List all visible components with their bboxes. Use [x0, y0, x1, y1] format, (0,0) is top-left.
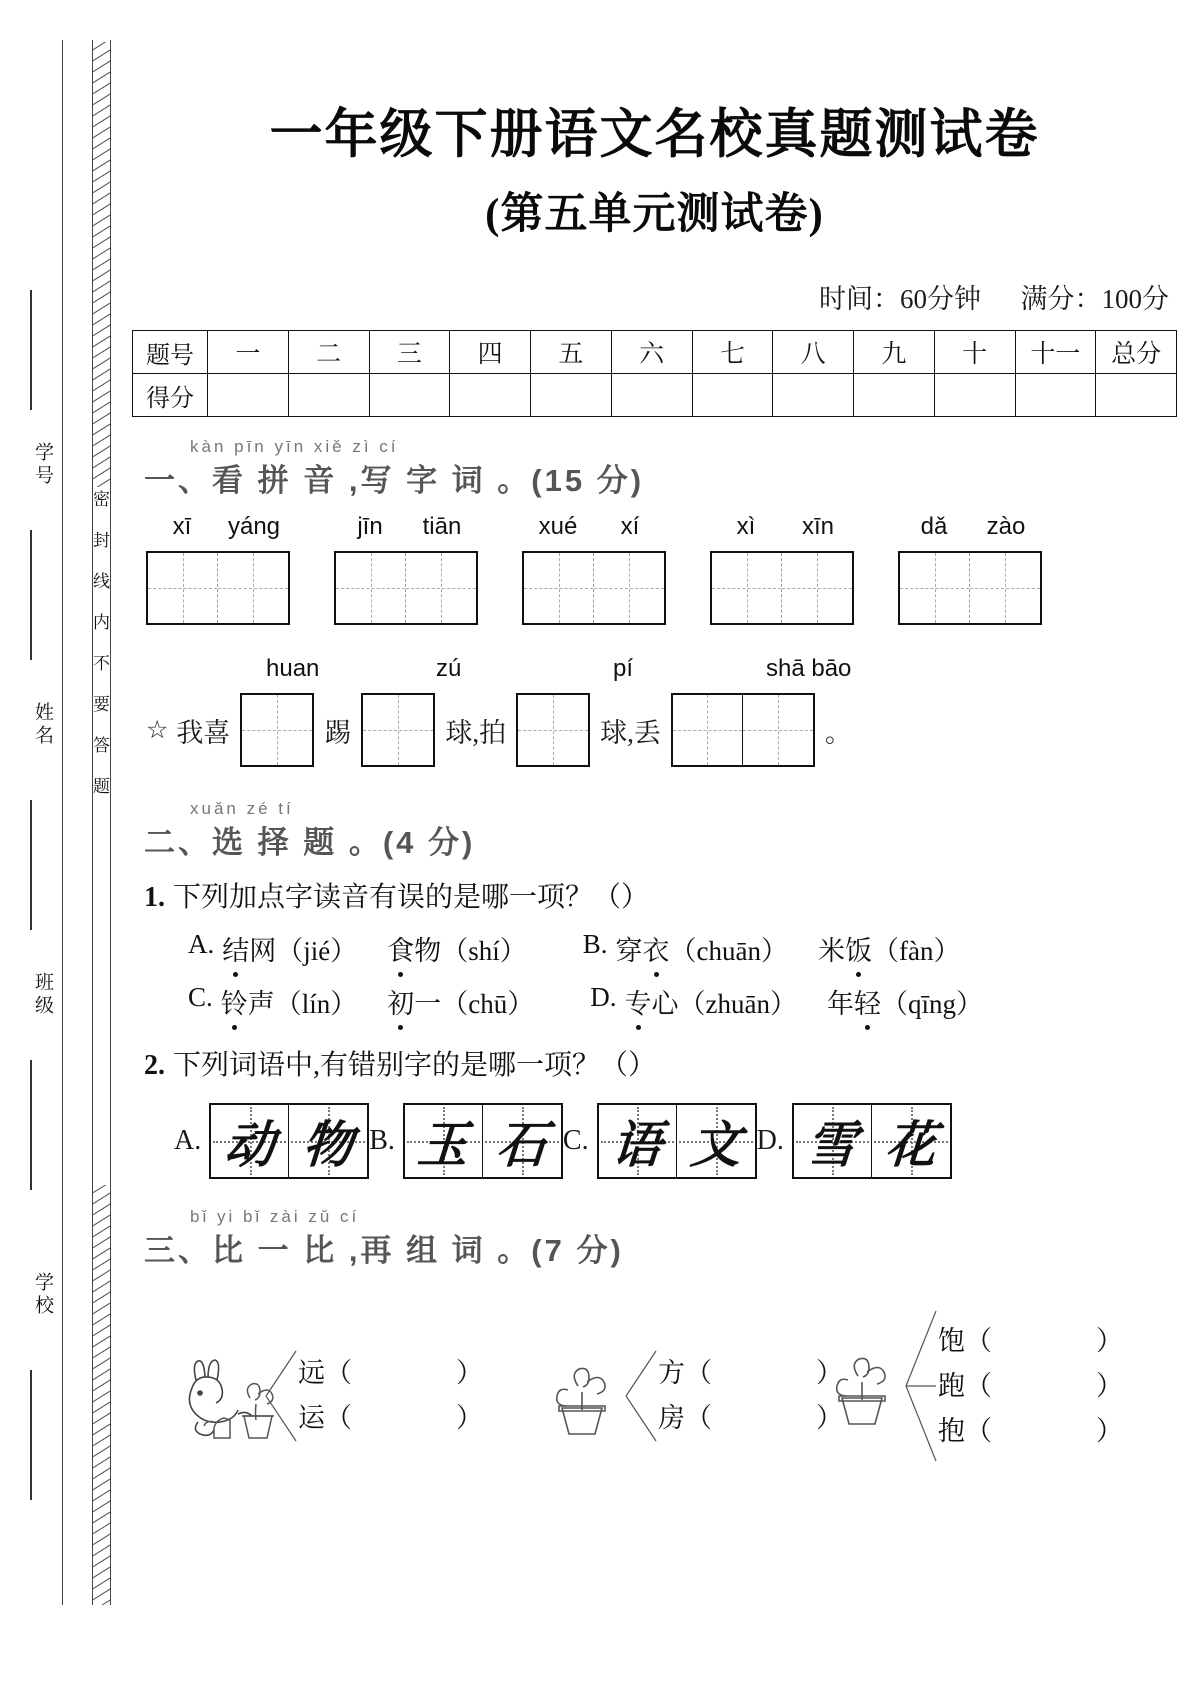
- section-1-points: (15 分): [531, 463, 645, 498]
- score-table-input-cell[interactable]: [450, 374, 531, 417]
- seal-divider-4: [30, 1060, 32, 1190]
- base-character: 抱: [938, 1415, 965, 1446]
- word-group: [818, 1291, 1123, 1481]
- word-blank-line[interactable]: 远（ ）: [298, 1358, 483, 1388]
- sentence-box-2[interactable]: [361, 693, 435, 767]
- q1-stem-text: 下列加点字读音有误的是哪一项？（: [173, 882, 622, 913]
- tianzige-cell[interactable]: [406, 553, 476, 623]
- tianzige-cell[interactable]: [524, 553, 594, 623]
- pinyin-label: [146, 513, 290, 541]
- score-table-input-cell[interactable]: [208, 374, 289, 417]
- sentence-box-3[interactable]: [516, 693, 590, 767]
- score-table-header-cell: 总分: [1096, 331, 1177, 374]
- full-score-label: 满分：100分: [1020, 284, 1169, 314]
- tianzige-grid[interactable]: [710, 551, 854, 625]
- sentence-box-1[interactable]: [240, 693, 314, 767]
- pinyin-syllable: zào: [986, 513, 1026, 540]
- handwritten-character: 语: [609, 1117, 664, 1173]
- fill-in-sentence-row[interactable]: [146, 693, 1191, 767]
- handwritten-character: 雪: [805, 1117, 860, 1173]
- sentence-seg-1: 我喜: [176, 717, 231, 748]
- section-heading-1: [144, 437, 1191, 498]
- seal-divider-1: [30, 290, 32, 410]
- q2-number: 2.: [144, 1050, 165, 1081]
- score-table-input-cell[interactable]: [934, 374, 1015, 417]
- word-option-cell: [677, 1105, 755, 1177]
- seal-divider-5: [30, 1370, 32, 1500]
- paper-content: [118, 0, 1191, 1684]
- score-table-header-cell: 二: [288, 331, 369, 374]
- score-table-header-cell: 八: [773, 331, 854, 374]
- section-1-label: 看 拼 音 ,写 字 词 。: [212, 463, 532, 498]
- word-blank-line[interactable]: 方（ ）: [658, 1358, 843, 1388]
- exam-meta-line: [118, 277, 1191, 316]
- sentence-seg-2: 踢: [324, 717, 352, 748]
- word-blank-line[interactable]: 饱（ ）: [938, 1325, 1123, 1356]
- pinyin-word-group: [146, 513, 290, 625]
- score-table-input-cell[interactable]: [531, 374, 612, 417]
- score-table-row: [133, 374, 1177, 417]
- choice-question-1-options[interactable]: [118, 929, 1191, 1021]
- word-option-cell: [872, 1105, 950, 1177]
- sentence-pinyin-4: shā bāo: [766, 655, 852, 682]
- pinyin-syllable: jīn: [357, 513, 383, 540]
- section-3-pinyin: bǐ yi bǐ zài zǔ cí: [190, 1207, 360, 1226]
- tianzige-cell[interactable]: [594, 553, 664, 623]
- pinyin-syllable: xī: [172, 513, 192, 540]
- word-option-letter: D.: [756, 1125, 784, 1156]
- score-table-header-cell: 一: [208, 331, 289, 374]
- seal-divider-3: [30, 800, 32, 930]
- word-option-letter: C.: [562, 1125, 589, 1156]
- choice-question-2-word-options[interactable]: [174, 1103, 1191, 1179]
- word-blank-line[interactable]: 跑（ ）: [938, 1370, 1123, 1401]
- section-2-title: [144, 817, 475, 862]
- tianzige-cell[interactable]: [712, 553, 782, 623]
- sentence-seg-3: 球,拍: [445, 717, 507, 748]
- hatch-band-bottom: [93, 1185, 110, 1605]
- option-word: 结网（jié）: [222, 929, 357, 968]
- base-character: 运: [298, 1403, 325, 1433]
- section-heading-2: [144, 799, 1191, 860]
- pinyin-syllable: xué: [538, 513, 578, 540]
- score-table-header-cell: 五: [531, 331, 612, 374]
- option-letter: B.: [582, 929, 608, 959]
- tianzige-cell[interactable]: [970, 553, 1040, 623]
- potted-plant-icon: [538, 1358, 624, 1434]
- handwritten-character: 动: [222, 1117, 277, 1173]
- score-table: [132, 330, 1177, 417]
- seal-label-student-id: 学号: [32, 442, 53, 488]
- time-label: 时间：60分钟: [819, 284, 981, 314]
- word-blanks[interactable]: [658, 1342, 843, 1450]
- tianzige-cell[interactable]: [900, 553, 970, 623]
- star-marker: ☆: [146, 717, 169, 744]
- section-1-pinyin: kàn pīn yīn xiě zì cí: [190, 437, 399, 456]
- score-table-input-cell[interactable]: [1015, 374, 1096, 417]
- dotted-character: 初: [387, 982, 414, 1021]
- connector-lines: [904, 1291, 938, 1481]
- q1-number: 1.: [144, 882, 165, 913]
- option-letter: C.: [188, 982, 213, 1012]
- section-3-title: [144, 1225, 624, 1270]
- word-blanks[interactable]: [298, 1342, 483, 1450]
- pinyin-syllable: xīn: [801, 513, 834, 540]
- word-option-cell: [483, 1105, 561, 1177]
- pinyin-label: [710, 513, 854, 541]
- score-table-header-cell: 九: [854, 331, 935, 374]
- handwritten-character: 石: [494, 1117, 549, 1173]
- option-word: 年轻（qīng）: [827, 982, 983, 1021]
- pinyin-word-group: [522, 513, 666, 625]
- connector-lines: [624, 1331, 658, 1461]
- dotted-character: 结: [222, 929, 249, 968]
- word-group: [178, 1331, 483, 1461]
- score-table-header-cell: 七: [692, 331, 773, 374]
- tianzige-cell[interactable]: [782, 553, 852, 623]
- option-row: [188, 982, 1191, 1021]
- section-2-pinyin: xuǎn zé tí: [190, 799, 294, 818]
- seal-label-class: 班级: [32, 972, 53, 1018]
- sentence-pinyin-row: [146, 655, 1191, 687]
- score-table-header-cell: 六: [611, 331, 692, 374]
- option-word: 专心（zhuān）: [625, 982, 797, 1021]
- handwritten-character: 文: [688, 1117, 743, 1173]
- pinyin-syllable: xì: [736, 513, 756, 540]
- handwritten-character: 花: [883, 1117, 938, 1173]
- tianzige-cell[interactable]: [218, 553, 288, 623]
- sentence-seg-4: 球,丢: [600, 717, 661, 748]
- word-option-letter: B.: [369, 1125, 395, 1156]
- word-option-cell: [599, 1105, 677, 1177]
- q2-stem-text: 下列词语中,有错别字的是哪一项？（: [173, 1050, 629, 1081]
- seal-rule-outer: [62, 40, 63, 1605]
- choice-option[interactable]: [188, 982, 534, 1021]
- section-2-number: 二、: [144, 825, 212, 860]
- option-word: 铃声（lín）: [221, 982, 358, 1021]
- pinyin-word-group: [334, 513, 478, 625]
- score-table-header-cell: 十: [934, 331, 1015, 374]
- choice-question-1-stem: [144, 875, 1191, 915]
- seal-label-name: 姓名: [32, 702, 53, 748]
- score-table-input-cell[interactable]: [611, 374, 692, 417]
- pinyin-word-group: [710, 513, 854, 625]
- seal-phrase-text: 密封线内不要答题: [90, 490, 109, 818]
- option-word: 初一（chū）: [387, 982, 534, 1021]
- section-3-number: 三、: [144, 1233, 212, 1268]
- word-blank-line[interactable]: 房（ ）: [658, 1403, 843, 1433]
- pinyin-syllable: tiān: [422, 513, 462, 540]
- option-letter: D.: [590, 982, 617, 1012]
- sentence-seg-5: 。: [824, 717, 852, 748]
- dotted-character: 食: [387, 929, 414, 968]
- dotted-character: 饭: [845, 929, 872, 968]
- tianzige-grid[interactable]: [334, 551, 478, 625]
- dotted-character: 衣: [643, 929, 670, 968]
- rabbit-watering-icon: [178, 1358, 264, 1434]
- q1-stem-close: ）: [621, 882, 650, 913]
- score-table-input-cell[interactable]: [854, 374, 935, 417]
- score-table-input-cell[interactable]: [369, 374, 450, 417]
- word-option-cell: [794, 1105, 872, 1177]
- handwritten-character: 玉: [416, 1117, 471, 1173]
- score-table-input-cell[interactable]: [288, 374, 369, 417]
- word-option-grid[interactable]: [209, 1103, 369, 1179]
- pinyin-syllable: dǎ: [920, 513, 948, 540]
- base-character: 跑: [938, 1370, 965, 1401]
- word-blank-line[interactable]: 抱（ ）: [938, 1415, 1123, 1446]
- dotted-character: 专: [625, 982, 652, 1021]
- score-table-wrapper: [132, 330, 1177, 417]
- option-row: [188, 929, 1191, 968]
- pinyin-label: [522, 513, 666, 541]
- base-character: 饱: [938, 1325, 965, 1356]
- option-word: 食物（shí）: [387, 929, 527, 968]
- word-option-grid[interactable]: [792, 1103, 952, 1179]
- word-option-cell: [211, 1105, 289, 1177]
- choice-option[interactable]: [188, 929, 527, 968]
- section-1-title: [144, 455, 644, 500]
- base-character: 方: [658, 1358, 685, 1388]
- score-table-row-label: 题号: [133, 331, 208, 374]
- score-table-header-cell: 四: [450, 331, 531, 374]
- word-blanks[interactable]: [938, 1310, 1123, 1463]
- tianzige-cell[interactable]: [336, 553, 406, 623]
- sentence-pinyin-1: huan: [266, 655, 320, 682]
- choice-question-2-stem: [144, 1043, 1191, 1083]
- word-option-grid[interactable]: [597, 1103, 757, 1179]
- pinyin-writing-grid-row[interactable]: [146, 513, 1191, 625]
- seal-label-school: 学校: [32, 1272, 53, 1318]
- word-blank-line[interactable]: 运（ ）: [298, 1403, 483, 1433]
- sentence-pinyin-3: pí: [613, 655, 634, 682]
- seal-margin-area: [0, 0, 118, 1684]
- section-heading-3: [144, 1207, 1191, 1268]
- score-table-header-cell: 三: [369, 331, 450, 374]
- handwritten-character: 物: [300, 1117, 355, 1173]
- option-letter: A.: [188, 929, 215, 959]
- choice-option[interactable]: [583, 929, 961, 968]
- tianzige-grid[interactable]: [146, 551, 290, 625]
- section-2-points: (4 分): [382, 825, 476, 860]
- word-option-cell: [289, 1105, 367, 1177]
- section-3-label: 比 一 比 ,再 组 词 。: [212, 1233, 532, 1268]
- pinyin-label: [898, 513, 1042, 541]
- connector-lines: [264, 1331, 298, 1461]
- dotted-character: 铃: [221, 982, 248, 1021]
- potted-plant-icon: [818, 1348, 904, 1424]
- score-table-input-cell[interactable]: [1096, 374, 1177, 417]
- base-character: 房: [658, 1403, 685, 1433]
- score-table-row-label: 得分: [133, 374, 208, 417]
- page-subtitle: (第五单元测试卷): [485, 191, 824, 238]
- section-1-number: 一、: [144, 463, 212, 498]
- score-table-input-cell[interactable]: [692, 374, 773, 417]
- tianzige-cell[interactable]: [148, 553, 218, 623]
- hatch-band-top: [93, 42, 110, 487]
- option-word: 穿衣（chuān）: [616, 929, 788, 968]
- q2-stem-close: ）: [628, 1050, 657, 1081]
- word-option-letter: A.: [174, 1125, 202, 1156]
- pinyin-syllable: xí: [620, 513, 640, 540]
- tianzige-grid[interactable]: [898, 551, 1042, 625]
- word-building-area[interactable]: [118, 1291, 1191, 1531]
- word-option-grid[interactable]: [403, 1103, 563, 1179]
- pinyin-syllable: yáng: [227, 513, 281, 540]
- choice-option[interactable]: [590, 982, 983, 1021]
- score-table-header-cell: 十一: [1015, 331, 1096, 374]
- sentence-box-4[interactable]: [671, 693, 815, 767]
- page-title: 一年级下册语文名校真题测试卷: [269, 106, 1040, 164]
- word-option-cell: [405, 1105, 483, 1177]
- pinyin-label: [334, 513, 478, 541]
- base-character: 远: [298, 1358, 325, 1388]
- section-2-label: 选 择 题 。: [212, 825, 383, 860]
- score-table-input-cell[interactable]: [773, 374, 854, 417]
- tianzige-grid[interactable]: [522, 551, 666, 625]
- score-table-row: [133, 331, 1177, 374]
- word-group: [538, 1331, 843, 1461]
- pinyin-word-group: [898, 513, 1042, 625]
- seal-divider-2: [30, 530, 32, 660]
- section-3-points: (7 分): [531, 1233, 624, 1268]
- dotted-character: 轻: [854, 982, 881, 1021]
- sentence-pinyin-2: zú: [436, 655, 462, 682]
- option-word: 米饭（fàn）: [818, 929, 960, 968]
